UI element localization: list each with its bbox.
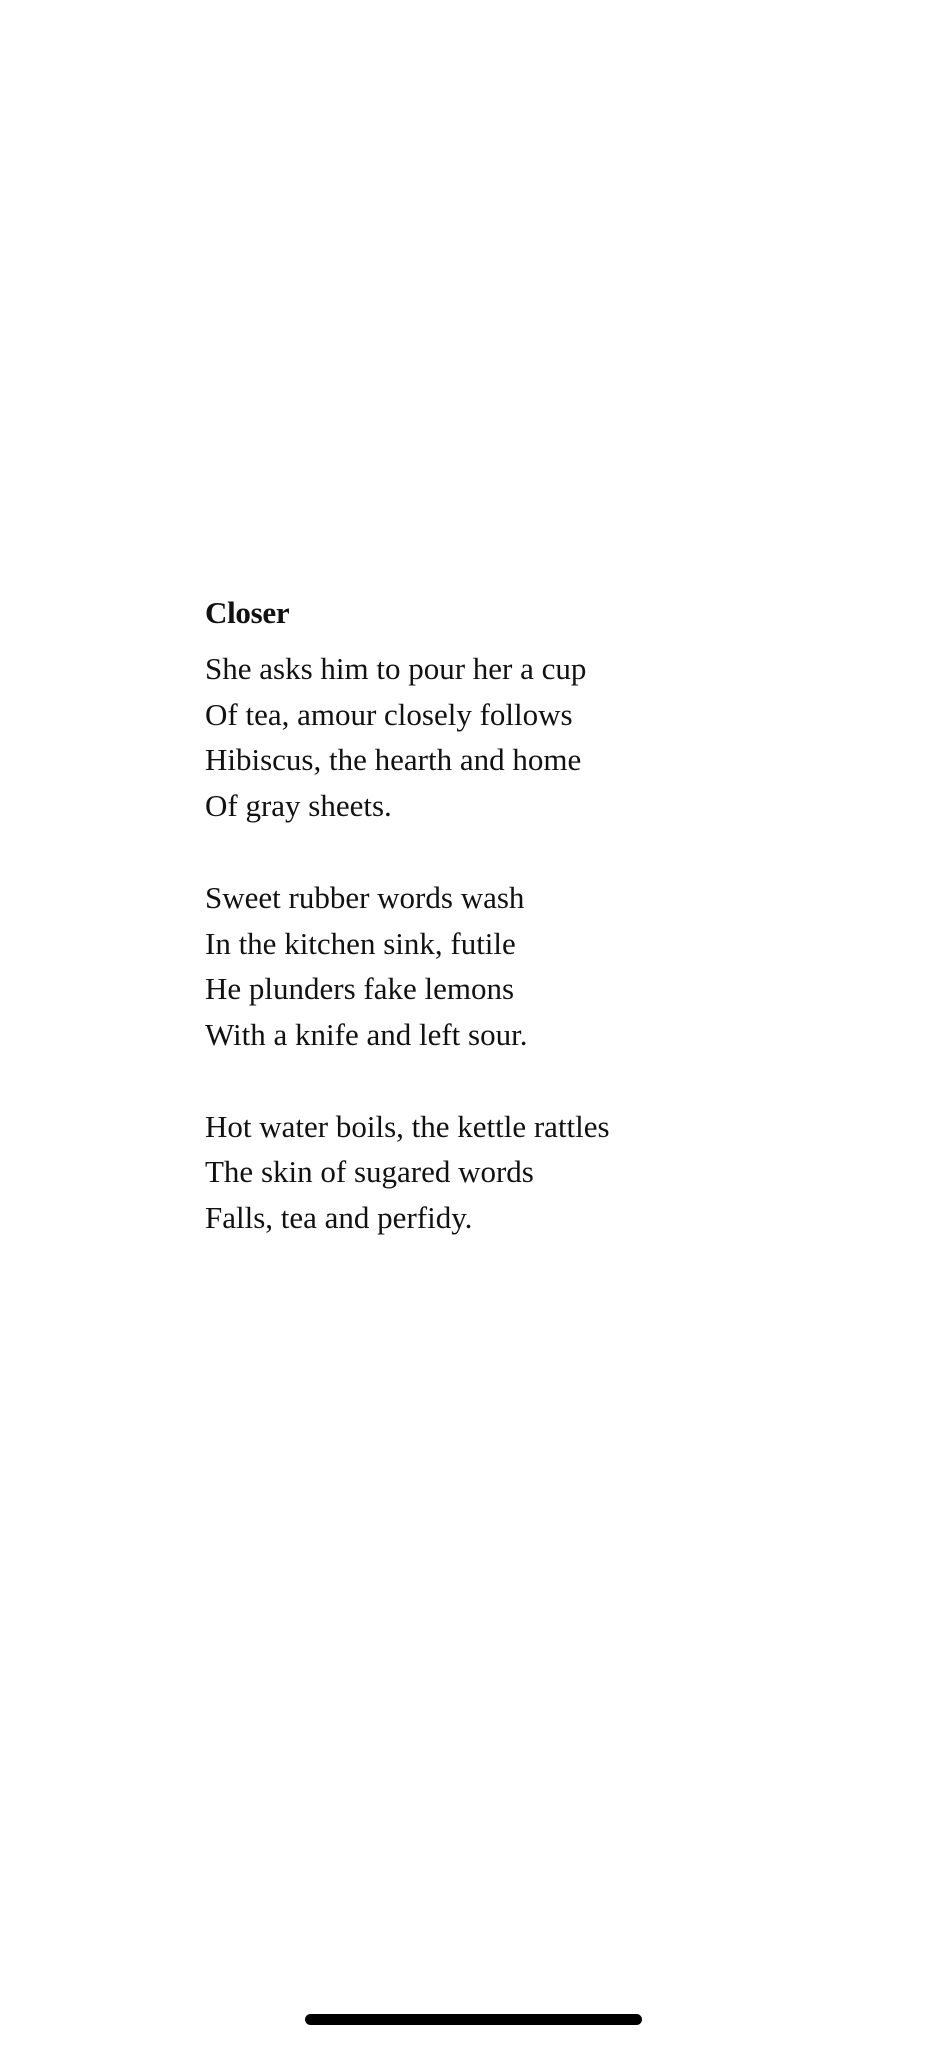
home-indicator[interactable] xyxy=(305,2014,642,2025)
poem-line: He plunders fake lemons xyxy=(205,971,515,1007)
poem-container xyxy=(205,590,905,1241)
poem-line: Hot water boils, the kettle rattles xyxy=(205,1108,610,1144)
poem-line: The skin of sugared words xyxy=(205,1154,534,1190)
stanza-3 xyxy=(205,1104,905,1241)
poem-line: Of gray sheets. xyxy=(205,788,392,824)
poem-line: She asks him to pour her a cup xyxy=(205,651,587,686)
poem-line: In the kitchen sink, futile xyxy=(205,925,516,961)
poem-line: With a knife and left sour. xyxy=(205,1016,528,1052)
poem-line: Hibiscus, the hearth and home xyxy=(205,742,582,778)
poem-line: Falls, tea and perfidy. xyxy=(205,1200,473,1236)
stanza-1 xyxy=(205,646,905,829)
stanza-2 xyxy=(205,875,905,1058)
poem-line: Of tea, amour closely follows xyxy=(205,696,573,732)
poem-title: Closer xyxy=(205,595,290,630)
poem-line: Sweet rubber words wash xyxy=(205,879,525,915)
